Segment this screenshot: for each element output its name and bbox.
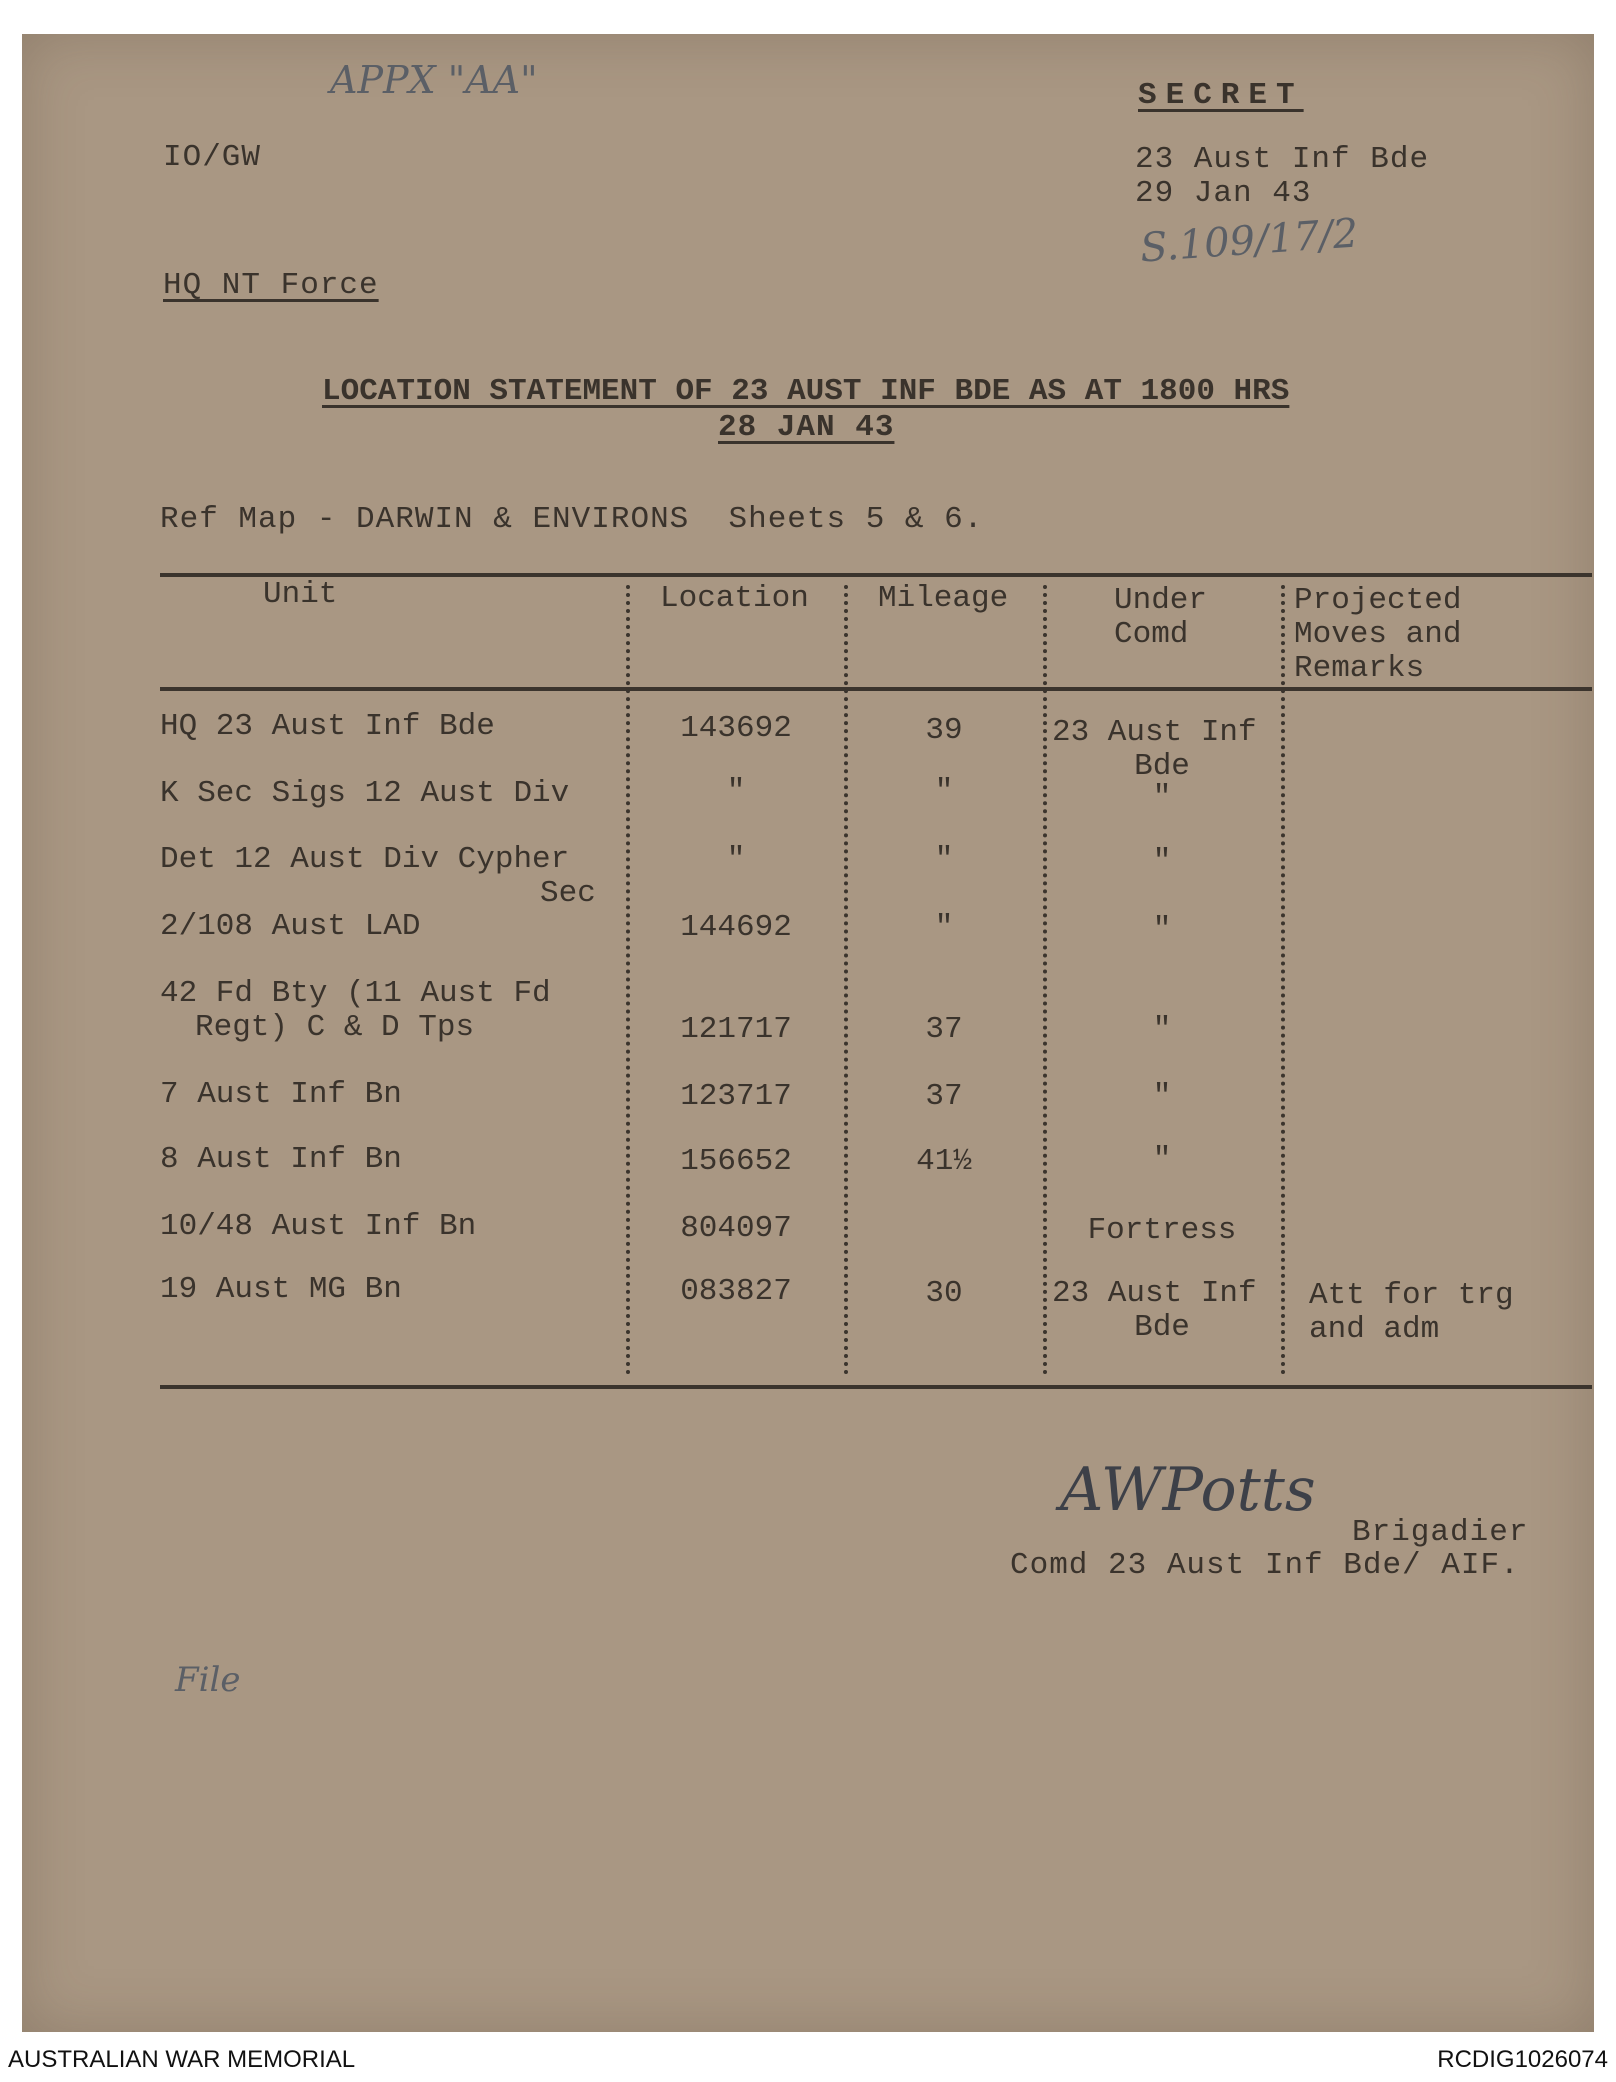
signatory-appointment: Comd 23 Aust Inf Bde/ AIF.: [1010, 1548, 1520, 1583]
cell-location: 143692: [680, 711, 792, 746]
handwritten-appendix: APPX "AA": [330, 58, 538, 102]
cell-location: 804097: [680, 1211, 792, 1246]
reference-map: Ref Map - DARWIN & ENVIRONS Sheets 5 & 6.: [160, 502, 984, 537]
cell-unit: 7 Aust Inf Bn: [160, 1077, 402, 1112]
header-remarks: Moves and: [1294, 617, 1462, 652]
header-remarks: Projected: [1294, 583, 1462, 618]
cell-under-comd: ": [1152, 912, 1172, 947]
footer-image-id: RCDIG1026074: [1437, 2046, 1608, 2073]
reference-code: IO/GW: [163, 140, 262, 175]
cell-under-comd: Fortress: [1087, 1213, 1237, 1248]
cell-under-comd: ": [1152, 780, 1172, 815]
handwritten-signature: AWPotts: [1060, 1455, 1316, 1525]
cell-location: 121717: [680, 1012, 792, 1047]
cell-unit: Sec: [540, 876, 596, 911]
table-bottom-rule: [160, 1385, 1592, 1389]
cell-unit: 10/48 Aust Inf Bn: [160, 1209, 477, 1244]
classification-secret: SECRET: [1138, 78, 1304, 113]
handwritten-file-ref: S.109/17/2: [1138, 210, 1360, 272]
cell-unit: 8 Aust Inf Bn: [160, 1142, 402, 1177]
cell-unit: Det 12 Aust Div Cypher: [160, 842, 570, 877]
cell-unit: HQ 23 Aust Inf Bde: [160, 709, 495, 744]
cell-mileage: 39: [925, 713, 963, 748]
cell-under-comd: Bde: [1134, 1310, 1190, 1345]
cell-location: 123717: [680, 1079, 792, 1114]
cell-location: ": [726, 774, 746, 809]
originating-unit: 23 Aust Inf Bde: [1135, 142, 1430, 177]
header-remarks: Remarks: [1294, 651, 1425, 686]
cell-unit: 19 Aust MG Bn: [160, 1272, 402, 1307]
cell-mileage: 37: [925, 1012, 963, 1047]
cell-under-comd: 23 Aust Inf: [1052, 1276, 1257, 1311]
document-date: 29 Jan 43: [1135, 176, 1312, 211]
cell-under-comd: ": [1152, 1142, 1172, 1177]
header-location: Location: [660, 581, 809, 616]
header-mileage: Mileage: [878, 581, 1009, 616]
cell-location: 144692: [680, 910, 792, 945]
signatory-rank: Brigadier: [1352, 1515, 1529, 1550]
table-header-rule: [160, 687, 1592, 691]
cell-under-comd: ": [1152, 844, 1172, 879]
cell-location: ": [726, 842, 746, 877]
column-divider: [626, 585, 630, 1375]
cell-under-comd: 23 Aust Inf: [1052, 715, 1257, 750]
cell-under-comd: Bde: [1134, 749, 1190, 784]
cell-unit: 42 Fd Bty (11 Aust Fd: [160, 976, 551, 1011]
table-top-rule: [160, 573, 1592, 577]
cell-mileage: 30: [925, 1276, 963, 1311]
column-divider: [1043, 585, 1047, 1375]
cell-remarks: Att for trg: [1309, 1278, 1514, 1313]
cell-unit: K Sec Sigs 12 Aust Div: [160, 776, 570, 811]
cell-location: 083827: [680, 1274, 792, 1309]
document-title: LOCATION STATEMENT OF 23 AUST INF BDE AS AT 1800 HRS: [322, 374, 1290, 409]
column-divider: [1281, 585, 1285, 1375]
cell-unit: 2/108 Aust LAD: [160, 909, 421, 944]
cell-mileage: 37: [925, 1079, 963, 1114]
cell-mileage: 41½: [916, 1144, 972, 1179]
cell-unit: Regt) C & D Tps: [195, 1010, 475, 1045]
header-under-comd: Comd: [1114, 617, 1189, 652]
addressee: HQ NT Force: [163, 268, 379, 303]
cell-mileage: ": [934, 842, 954, 877]
document-title-date: 28 JAN 43: [718, 410, 895, 445]
header-under-comd: Under: [1114, 583, 1208, 618]
cell-location: 156652: [680, 1144, 792, 1179]
cell-mileage: ": [934, 774, 954, 809]
cell-mileage: ": [934, 910, 954, 945]
column-divider: [844, 585, 848, 1375]
handwritten-initial: File: [175, 1660, 241, 1700]
cell-under-comd: ": [1152, 1079, 1172, 1114]
cell-remarks: and adm: [1309, 1312, 1440, 1347]
cell-under-comd: ": [1152, 1012, 1172, 1047]
header-unit: Unit: [263, 577, 338, 612]
footer-institution: AUSTRALIAN WAR MEMORIAL: [8, 2046, 356, 2073]
